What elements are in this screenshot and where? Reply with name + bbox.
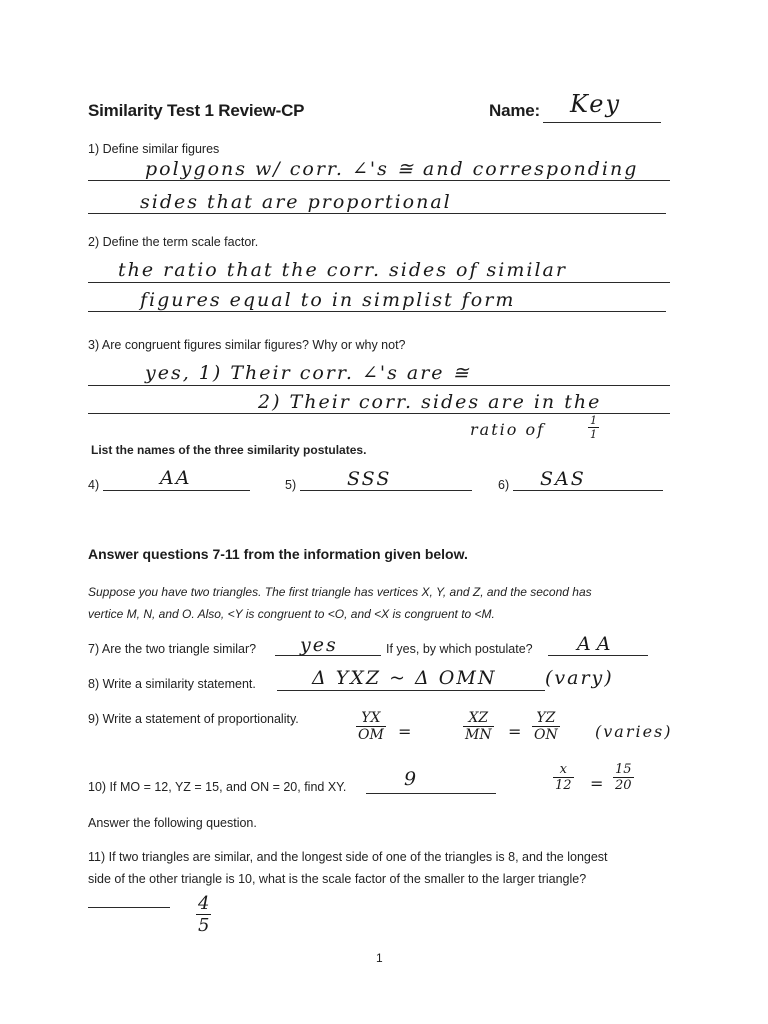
q7-followup-text: If yes, by which postulate? — [386, 642, 533, 656]
q9-note: (varies) — [595, 722, 673, 741]
q11-line-2: side of the other triangle is 10, what is the scale factor of the smaller to the larger triangle? — [88, 872, 587, 886]
q9-fraction-1 — [356, 710, 386, 743]
q10-work-equals: = — [590, 774, 606, 793]
q4-line — [103, 490, 250, 491]
q3-ratio-fraction — [588, 414, 599, 441]
q7-text: 7) Are the two triangle similar? — [88, 642, 257, 656]
q4-answer: AA — [160, 467, 192, 489]
q3-line-2 — [88, 413, 670, 414]
q1-text: 1) Define similar figures — [88, 142, 220, 156]
q3-ratio-den: 1 — [590, 428, 597, 441]
name-label: Name: — [489, 101, 540, 120]
q1-answer-1: polygons w/ corr. ∠'s ≅ and corresponding — [145, 158, 639, 180]
q3-answer-1: yes, 1) Their corr. ∠'s are ≅ — [145, 362, 471, 384]
given-line-2: vertice M, N, and O. Also, <Y is congruent to <O, and <X is congruent to <M. — [88, 607, 495, 621]
section-heading: Answer questions 7-11 from the information given below. — [88, 546, 468, 562]
q7-answer: yes — [300, 634, 338, 656]
q11-answer-num: 4 — [198, 893, 210, 914]
q9-f2-den: MN — [465, 727, 492, 743]
q2-line-1 — [88, 282, 670, 283]
q6-line — [513, 490, 663, 491]
q1-answer-2: sides that are proportional — [140, 191, 452, 213]
q9-f3-num: YZ — [532, 710, 560, 727]
q9-equals-1: = — [398, 722, 414, 741]
q9-equals-2: = — [508, 722, 524, 741]
name-line — [543, 122, 661, 123]
q7-followup-answer: AA — [577, 633, 617, 655]
q3-answer-2: 2) Their corr. sides are in the — [258, 391, 602, 413]
q10-work-fraction-2 — [613, 762, 634, 793]
worksheet-title: Similarity Test 1 Review-CP — [88, 101, 305, 120]
q10-work-den-1: 12 — [555, 778, 572, 793]
q3-text: 3) Are congruent figures similar figures? Why or why not? — [88, 338, 406, 352]
given-line-1: Suppose you have two triangles. The first triangle has vertices X, Y, and Z, and the second has — [88, 585, 592, 599]
q9-f1-den: OM — [358, 727, 384, 743]
q1-line-2 — [88, 213, 666, 214]
q10-work-fraction-1 — [553, 762, 574, 793]
q10-line — [366, 793, 496, 794]
q11-line-1: 11) If two triangles are similar, and the longest side of one of the triangles is 8, and the longest — [88, 850, 608, 864]
q9-f1-num: YX — [356, 710, 386, 727]
q2-answer-2: figures equal to in simplist form — [140, 289, 516, 311]
q5-label: 5) — [285, 478, 297, 492]
q7-followup-line — [548, 655, 648, 656]
q3-line-1 — [88, 385, 670, 386]
q9-f2-num: XZ — [463, 710, 494, 727]
q10-work-num-1: x — [553, 762, 574, 778]
q10-answer: 9 — [404, 768, 419, 790]
q1-line-1 — [88, 180, 670, 181]
q6-answer: SAS — [540, 468, 586, 490]
name-answer: Key — [570, 90, 622, 118]
q2-text: 2) Define the term scale factor. — [88, 235, 259, 249]
postulates-heading: List the names of the three similarity postulates. — [91, 443, 367, 457]
q4-label: 4) — [88, 478, 100, 492]
q8-answer: Δ YXZ ~ Δ OMN — [312, 667, 497, 689]
q9-text: 9) Write a statement of proportionality. — [88, 712, 299, 726]
q9-fraction-3 — [532, 710, 560, 743]
q3-answer-3: ratio of — [470, 420, 546, 439]
q8-text: 8) Write a similarity statement. — [88, 677, 256, 691]
q3-ratio-num: 1 — [590, 414, 597, 427]
q8-note: (vary) — [545, 667, 614, 689]
q11-line — [88, 907, 170, 908]
q2-answer-1: the ratio that the corr. sides of similar — [118, 259, 567, 281]
q11-answer-fraction — [196, 893, 211, 936]
q5-line — [300, 490, 472, 491]
q8-line — [277, 690, 545, 691]
q9-fraction-2 — [463, 710, 494, 743]
q10-text: 10) If MO = 12, YZ = 15, and ON = 20, find XY. — [88, 780, 347, 794]
q10-work-den-2: 20 — [615, 778, 632, 793]
q2-line-2 — [88, 311, 666, 312]
q11-answer-den: 5 — [198, 915, 210, 936]
q6-label: 6) — [498, 478, 510, 492]
q5-answer: SSS — [347, 468, 392, 490]
q9-f3-den: ON — [534, 727, 558, 743]
page-number: 1 — [376, 951, 383, 965]
q10-work-num-2: 15 — [615, 762, 632, 777]
answer-following-text: Answer the following question. — [88, 816, 257, 830]
